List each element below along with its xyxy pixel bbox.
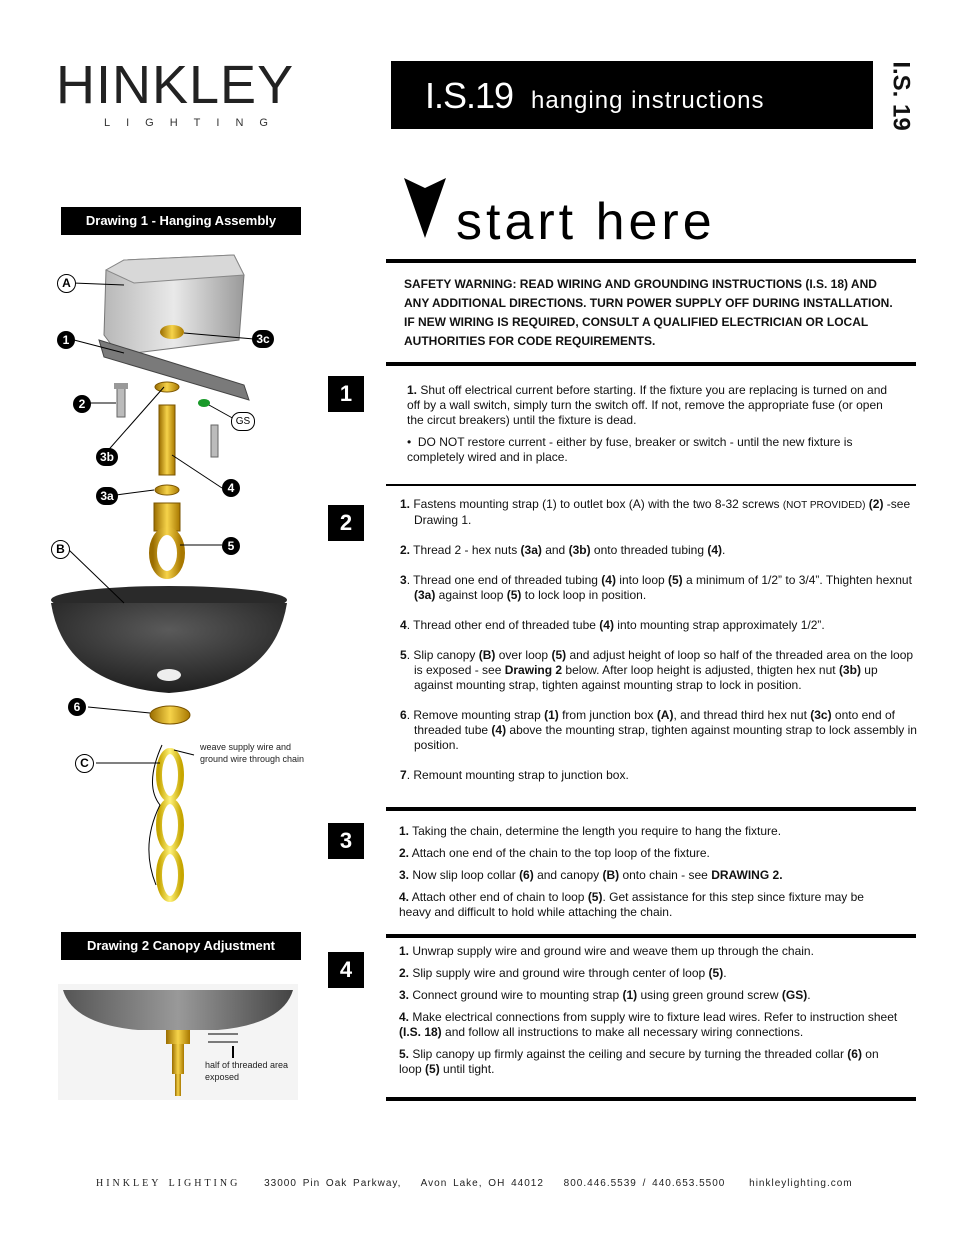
divider bbox=[386, 934, 916, 938]
safety-warning: SAFETY WARNING: READ WIRING AND GROUNDING INSTRUCTIONS (I.S. 18) AND ANY ADDITIONAL DIRECTIONS. TURN POWER SUPPLY OFF DURING INSTALLATION. IF NEW WIRING IS REQUIRED, CONSULT A QUALIFIED ELECTRICIAN OR LOCAL AUTHORITIES FOR CODE REQUIREMENTS. bbox=[404, 277, 893, 348]
brand-logo: HINKLEY bbox=[56, 55, 295, 115]
divider bbox=[386, 1097, 916, 1101]
callout-3c: 3c bbox=[252, 330, 274, 348]
callout-b: B bbox=[51, 540, 70, 559]
down-arrow-icon bbox=[404, 178, 446, 238]
callout-a: A bbox=[57, 274, 76, 293]
divider bbox=[386, 484, 916, 486]
callout-gs: GS bbox=[231, 412, 255, 431]
weave-note-line-1: weave supply wire and bbox=[200, 742, 292, 752]
drawing-2-label: Drawing 2 Canopy Adjustment bbox=[61, 932, 301, 960]
step-1-text: 1. Shut off electrical current before starting. If the fixture you are replacing is turned on and off by a wall switch, simply turn the switch off. If not, remove the appropriate fuse (or open the circut breakers) until the fixture is dead. • DO NOT restore current - either by fuse, breaker or switch - until the new fixture is completely wired and in place. bbox=[407, 383, 888, 464]
step-number-2: 2 bbox=[328, 505, 364, 541]
footer-city: Avon Lake, OH 44012 bbox=[420, 1178, 544, 1189]
callout-3b: 3b bbox=[96, 448, 118, 466]
callout-5: 5 bbox=[222, 537, 240, 555]
step-number-4: 4 bbox=[328, 952, 364, 988]
step-4-text: 1. Unwrap supply wire and ground wire and weave them up through the chain. 2. Slip supply wire and ground wire through center of loop (5). 3. Connect ground wire to mounting strap (1) using green ground screw (GS). 4. Make electrical connections from supply wire to fixture lead wires. Refer to instruction sheet (I.S. 18) and follow all instructions to make all necessary wiring connections. 5. Slip canopy up firmly against the ceiling and secure by turning the threaded collar (6) on loop (5) until tight. bbox=[399, 944, 898, 1076]
footer bbox=[96, 1178, 853, 1189]
callout-2: 2 bbox=[73, 395, 91, 413]
footer-address: 33000 Pin Oak Parkway, bbox=[264, 1178, 402, 1189]
callout-4: 4 bbox=[222, 479, 240, 497]
footer-phone: 800.446.5539 / 440.653.5500 bbox=[563, 1178, 726, 1189]
title-bar bbox=[391, 61, 873, 129]
doc-code: I.S.19 bbox=[425, 75, 514, 116]
brand-logo-subtitle: LIGHTING bbox=[104, 117, 284, 129]
half-thread-note bbox=[205, 1059, 288, 1083]
callout-1: 1 bbox=[57, 331, 75, 349]
weave-wire-note bbox=[200, 741, 304, 765]
callout-6: 6 bbox=[68, 698, 86, 716]
step-number-3: 3 bbox=[328, 823, 364, 859]
divider bbox=[386, 807, 916, 811]
start-here-heading: start here bbox=[456, 193, 716, 251]
weave-note-line-2: ground wire through chain bbox=[200, 754, 305, 764]
divider bbox=[386, 259, 916, 263]
step-number-1: 1 bbox=[328, 376, 364, 412]
half-note-line-1: half of threaded area bbox=[205, 1060, 289, 1070]
callout-c: C bbox=[75, 754, 94, 773]
drawing-1-label: Drawing 1 - Hanging Assembly bbox=[61, 207, 301, 235]
vertical-doc-code-text: I.S. 19 bbox=[887, 61, 915, 131]
callout-3a: 3a bbox=[96, 487, 118, 505]
half-note-line-2: exposed bbox=[205, 1072, 240, 1082]
step-2-text: 1. Fastens mounting strap (1) to outlet box (A) with the two 8-32 screws (NOT PROVIDED) (2) -see Drawing 1. 2. Thread 2 - hex nuts (3a) and (3b) onto threaded tubing (4). 3. Thread one end of threaded tubing (4) into loop (5) a minimum of 1/2” to 3/4”. Thighten hexnut (3a) against loop (5) to lock loop in position. 4. Thread other end of threaded tube (4) into mounting strap approximately 1/2”. 5. Slip canopy (B) over loop (5) and adjust height of loop so half of the threaded area on the loop is exposed - see Drawing 2 below. After loop height is adjusted, thigten hex nut (3b) up against mounting strap, tighten against mounting strap to lock in position. 6. Remove mounting strap (1) from junction box (A), and thread third hex nut (3c) onto end of threaded tube (4) above the mounting strap, tighten against mounting strap to lock assembly in position. 7. Remount mounting strap to junction box. bbox=[400, 497, 917, 782]
vertical-doc-code bbox=[880, 62, 930, 130]
footer-company: HINKLEY LIGHTING bbox=[96, 1178, 241, 1189]
doc-title: hanging instructions bbox=[531, 87, 765, 114]
divider bbox=[386, 362, 916, 366]
footer-website[interactable]: hinkleylighting.com bbox=[749, 1178, 853, 1189]
step-3-text: 1. Taking the chain, determine the length you require to hang the fixture. 2. Attach one end of the chain to the top loop of the fixture. 3. Now slip loop collar (6) and canopy (B) onto chain - see DRAWING 2. 4. Attach other end of chain to loop (5). Get assistance for this step since fixture may be heavy and difficult to hold while attaching the chain. bbox=[399, 824, 864, 919]
